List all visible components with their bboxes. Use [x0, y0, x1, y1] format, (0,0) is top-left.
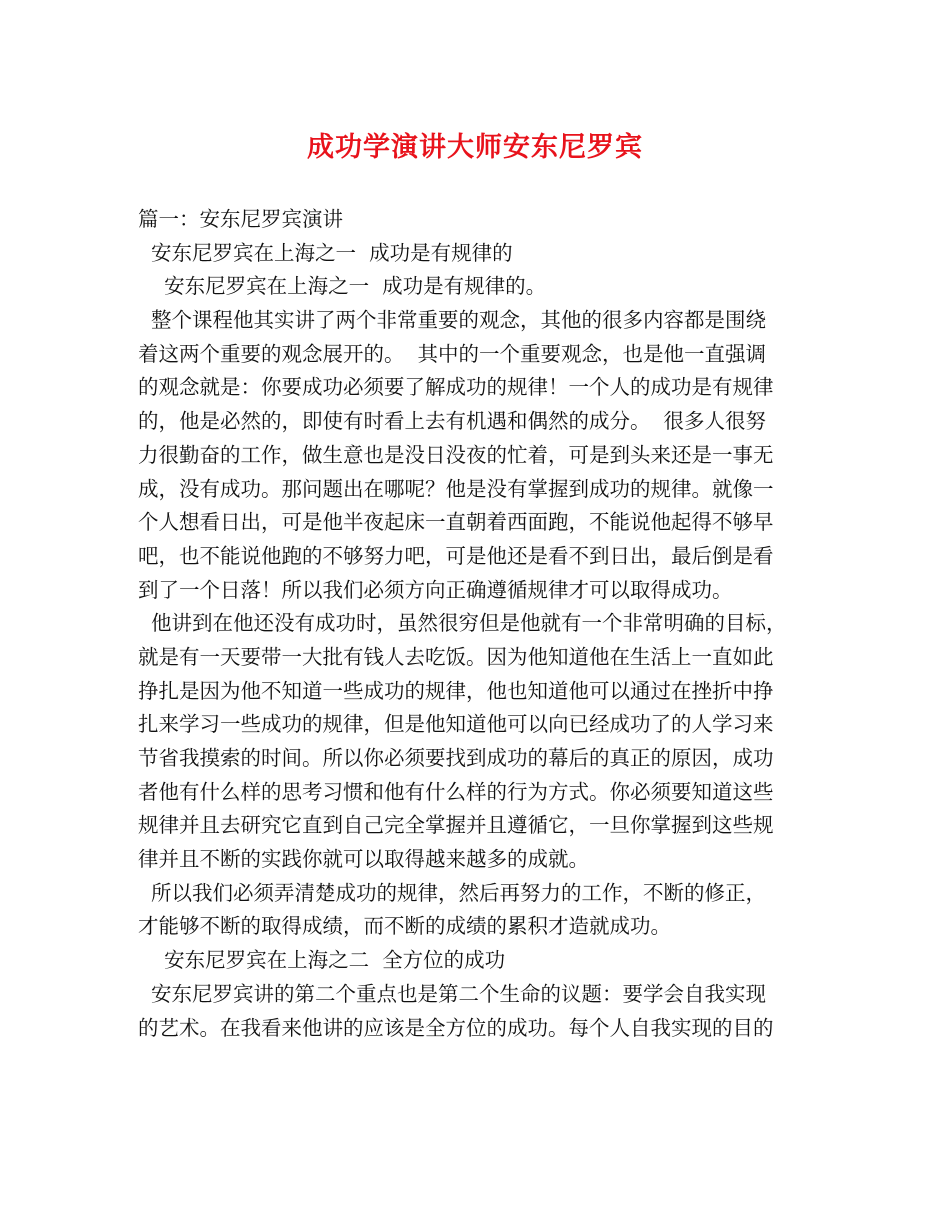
text-line: 的艺术。在我看来他讲的应该是全方位的成功。每个人自我实现的目的 [138, 1015, 774, 1040]
text-line: 律并且不断的实践你就可以取得越来越多的成就。 [138, 847, 589, 872]
text-line: 节省我摸索的时间。所以你必须要找到成功的幕后的真正的原因，成功 [138, 746, 774, 770]
text-line: 成，没有成功。那问题出在哪呢？他是没有掌握到成功的规律。就像一 [138, 476, 774, 501]
text-line: 就是有一天要带一大批有钱人去吃饭。因为他知道他在生活上一直如此 [138, 644, 774, 669]
text-line: 扎来学习一些成功的规律，但是他知道他可以向已经成功了的人学习来 [138, 712, 774, 737]
document-body [138, 203, 818, 1045]
text-line: 安东尼罗宾在上海之一 成功是有规律的。 [138, 274, 547, 299]
text-line: 他讲到在他还没有成功时，虽然很穷但是他就有一个非常明确的目标， [138, 611, 787, 636]
text-line: 力很勤奋的工作，做生意也是没日没夜的忙着，可是到头来还是一事无 [138, 442, 774, 467]
document-title: 成功学演讲大师安东尼罗宾 [307, 132, 643, 163]
text-line: 着这两个重要的观念展开的。 其中的一个重要观念，也是他一直强调 [138, 341, 767, 366]
text-line: 的观念就是：你要成功必须要了解成功的规律！一个人的成功是有规律 [138, 375, 774, 400]
text-line: 个人想看日出，可是他半夜起床一直朝着西面跑，不能说他起得不够早 [138, 510, 774, 535]
text-line: 整个课程他其实讲了两个非常重要的观念，其他的很多内容都是围绕 [138, 308, 767, 333]
text-line: 者他有什么样的思考习惯和他有什么样的行为方式。你必须要知道这些 [138, 779, 774, 804]
text-line: 才能够不断的取得成绩，而不断的成绩的累积才造就成功。 [138, 914, 671, 939]
text-line: 的，他是必然的，即使有时看上去有机遇和偶然的成分。 很多人很努 [138, 409, 767, 434]
text-line: 挣扎是因为他不知道一些成功的规律，他也知道他可以通过在挫折中挣 [138, 678, 774, 703]
text-line: 所以我们必须弄清楚成功的规律，然后再努力的工作，不断的修正， [138, 880, 767, 905]
text-line: 安东尼罗宾在上海之一 成功是有规律的 [138, 240, 513, 265]
text-line: 篇一：安东尼罗宾演讲 [138, 207, 343, 231]
text-line: 到了一个日落！所以我们必须方向正确遵循规律才可以取得成功。 [138, 577, 733, 602]
text-line: 安东尼罗宾讲的第二个重点也是第二个生命的议题：要学会自我实现 [138, 981, 767, 1006]
text-line: 吧，也不能说他跑的不够努力吧，可是他还是看不到日出，最后倒是看 [138, 543, 774, 568]
text-line: 安东尼罗宾在上海之二 全方位的成功 [138, 948, 506, 973]
text-line: 规律并且去研究它直到自己完全掌握并且遵循它，一旦你掌握到这些规 [138, 813, 774, 838]
